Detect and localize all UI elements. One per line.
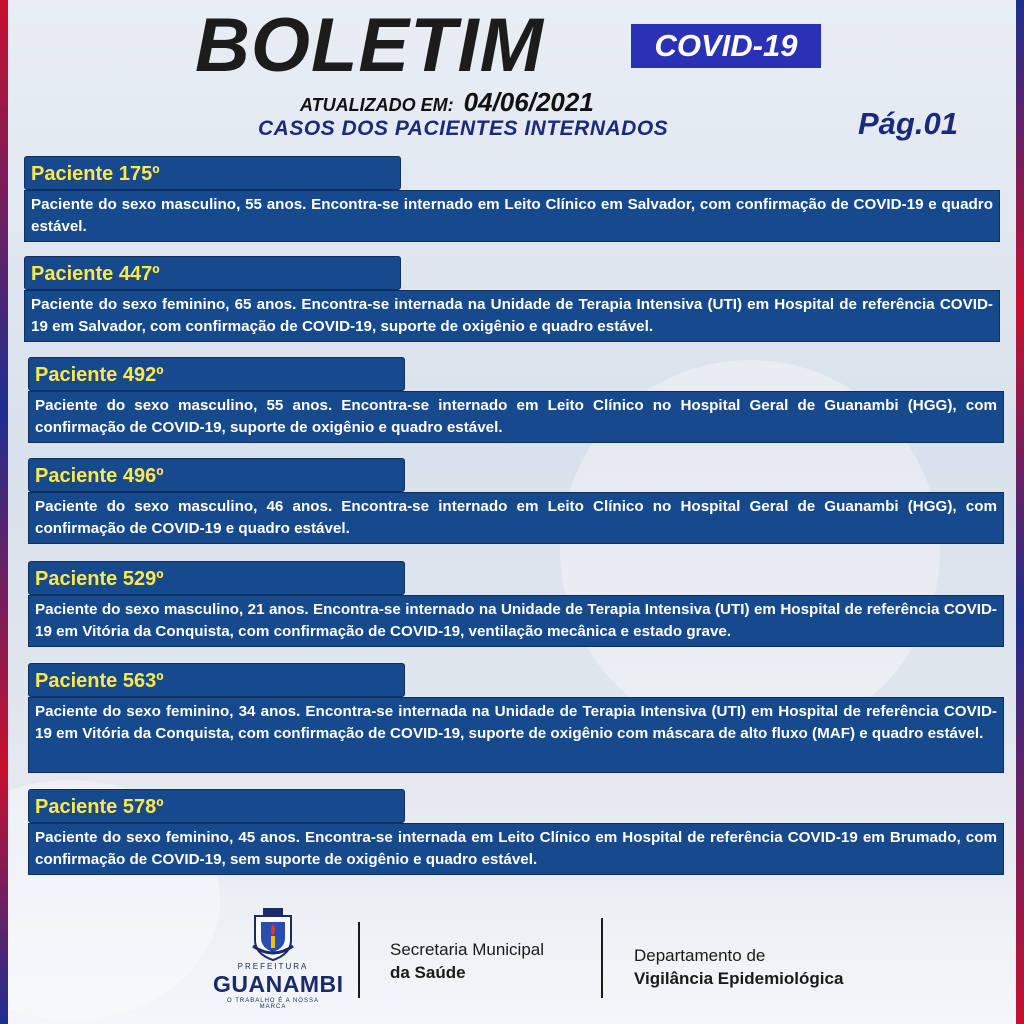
departamento-line1: Departamento de xyxy=(634,946,766,965)
departamento-line2-text: Vigilância Epidemiológica xyxy=(634,969,844,988)
patient-description: Paciente do sexo feminino, 45 anos. Encontra-se internada em Leito Clínico em Hospital de referência COVID-19 em Brumado, com confirmação de COVID-19, sem suporte de oxigênio e quadro estável. xyxy=(28,823,1004,875)
footer-divider xyxy=(601,918,603,998)
patient-label: Paciente 529º xyxy=(28,561,405,595)
footer-divider xyxy=(358,922,360,998)
secretaria-line2 xyxy=(390,961,544,984)
patient-label: Paciente 175º xyxy=(24,156,401,190)
guanambi-logo xyxy=(213,906,344,1010)
patient-label: Paciente 578º xyxy=(28,789,405,823)
patient-description: Paciente do sexo masculino, 21 anos. Encontra-se internado na Unidade de Terapia Intensiva (UTI) em Hospital de referência COVID-19 em Vitória da Conquista, com confirmação de COVID-19, ventilação mecânica e estado grave. xyxy=(28,595,1004,647)
patient-description: Paciente do sexo masculino, 46 anos. Encontra-se internado em Leito Clínico no Hospital Geral de Guanambi (HGG), com confirmação de COVID-19 e quadro estável. xyxy=(28,492,1004,544)
page-subtitle: CASOS DOS PACIENTES INTERNADOS xyxy=(258,117,669,140)
updated-label: ATUALIZADO EM: xyxy=(300,95,454,115)
logo-prefeitura-text: PREFEITURA xyxy=(237,962,309,971)
right-border-stripe xyxy=(1016,0,1024,1024)
patient-label: Paciente 563º xyxy=(28,663,405,697)
left-border-stripe xyxy=(0,0,8,1024)
patient-label: Paciente 447º xyxy=(24,256,401,290)
logo-motto: O TRABALHO É A NOSSA MARCA xyxy=(227,998,319,1010)
updated-line xyxy=(300,87,594,118)
covid-tag: COVID-19 xyxy=(631,24,821,68)
patient-description: Paciente do sexo feminino, 34 anos. Encontra-se internada na Unidade de Terapia Intensiva (UTI) em Hospital de referência COVID-19 em Vitória da Conquista, com confirmação de COVID-19, suporte de oxigênio com máscara de alto fluxo (MAF) e quadro estável. xyxy=(28,697,1004,773)
patient-description: Paciente do sexo masculino, 55 anos. Encontra-se internado em Leito Clínico em Salvador, com confirmação de COVID-19 e quadro estável. xyxy=(24,190,1000,242)
secretaria-line1: Secretaria Municipal xyxy=(390,940,545,959)
patient-label: Paciente 496º xyxy=(28,458,405,492)
patient-description: Paciente do sexo masculino, 55 anos. Encontra-se internado em Leito Clínico no Hospital Geral de Guanambi (HGG), com confirmação de COVID-19, suporte de oxigênio e quadro estável. xyxy=(28,391,1004,443)
departamento-block xyxy=(634,944,843,990)
updated-date: 04/06/2021 xyxy=(463,87,594,117)
bulletin-title: BOLETIM xyxy=(195,3,544,88)
crest-icon xyxy=(249,906,297,962)
logo-city-name: GUANAMBI xyxy=(213,971,344,997)
secretaria-line2-text: da Saúde xyxy=(390,963,466,982)
page-number: Pág.01 xyxy=(858,106,958,141)
patient-label: Paciente 492º xyxy=(28,357,405,391)
departamento-line2 xyxy=(634,967,843,990)
secretaria-block xyxy=(390,938,544,984)
patient-description: Paciente do sexo feminino, 65 anos. Encontra-se internada na Unidade de Terapia Intensiva (UTI) em Hospital de referência COVID-19 em Salvador, com confirmação de COVID-19, suporte de oxigênio e quadro estável. xyxy=(24,290,1000,342)
